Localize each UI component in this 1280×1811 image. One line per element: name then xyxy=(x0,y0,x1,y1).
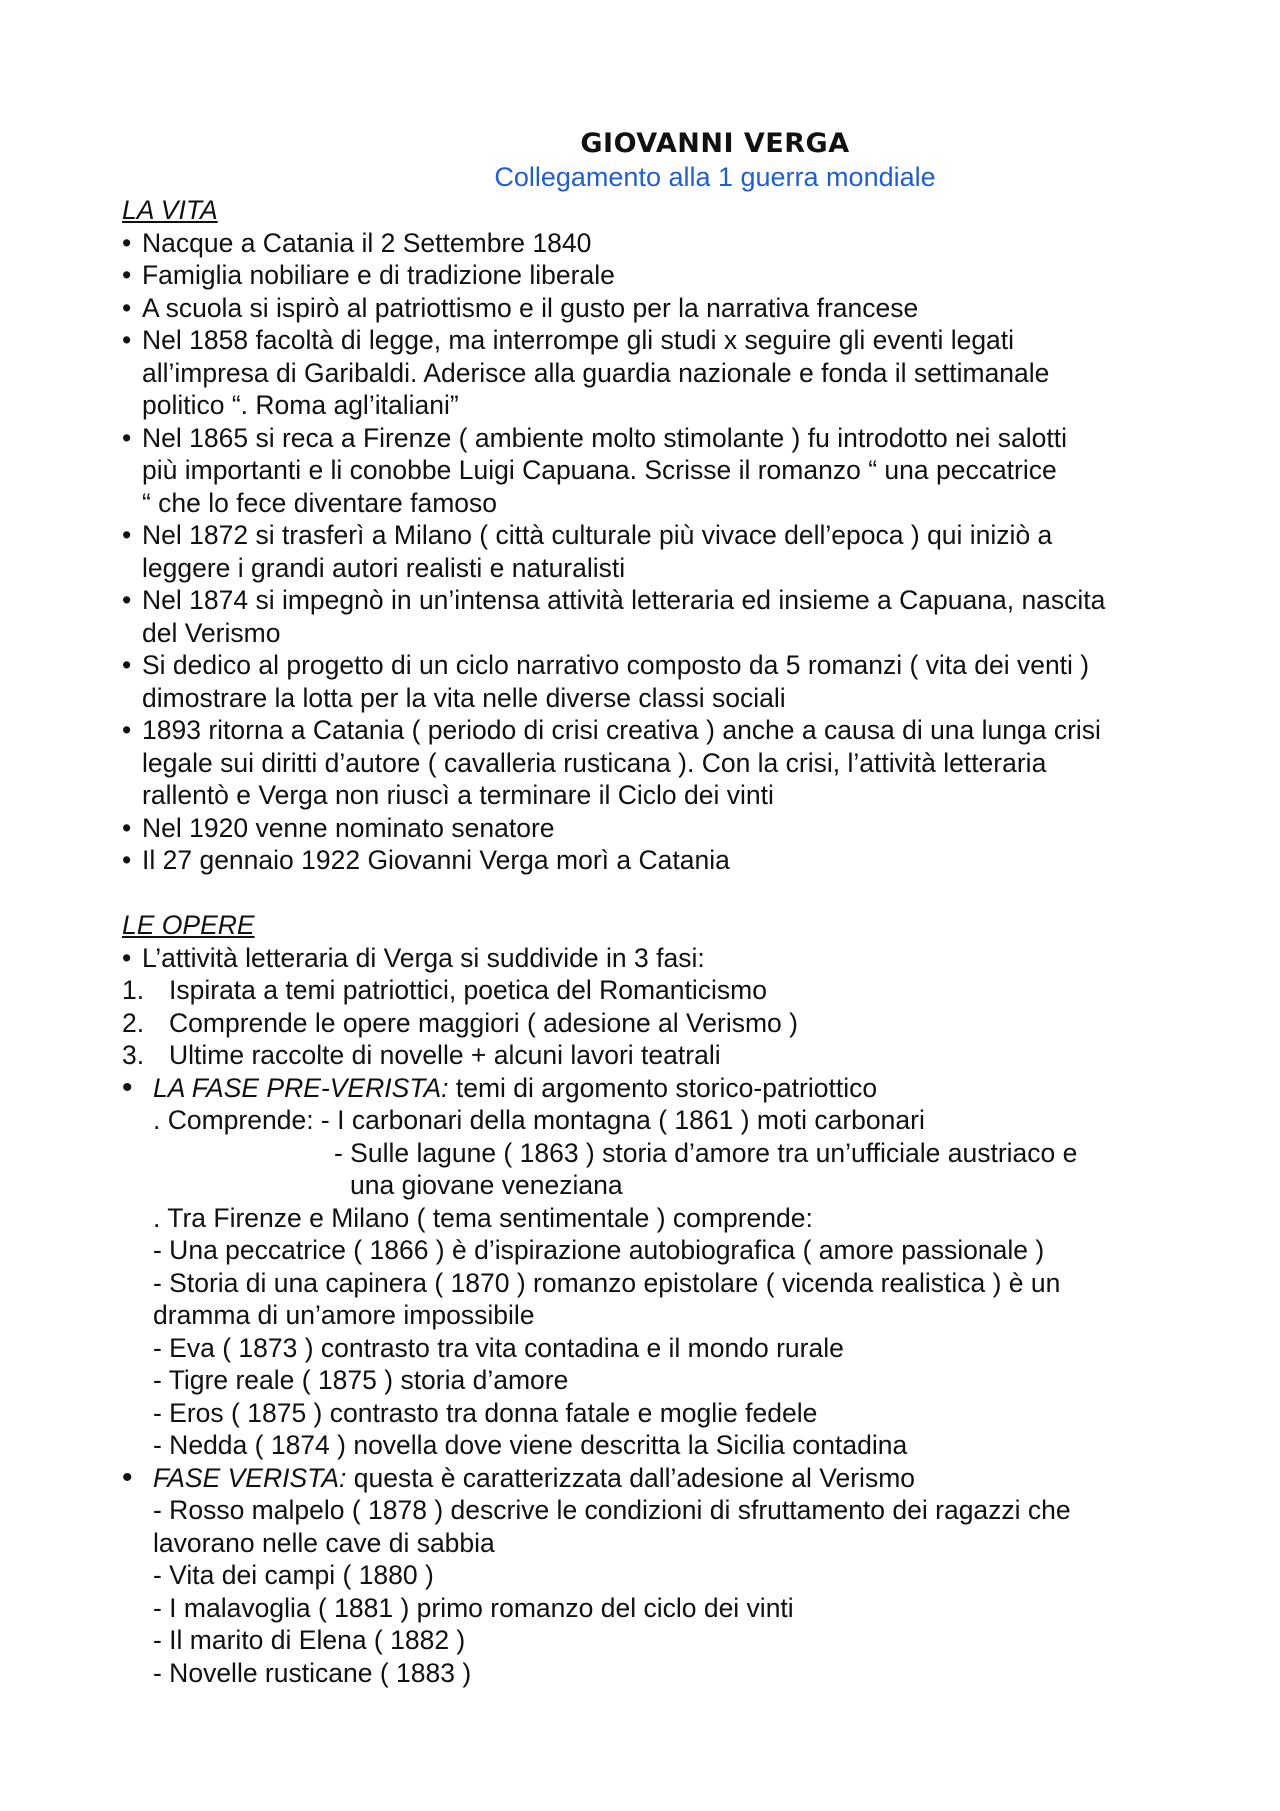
verista-label: FASE VERISTA: xyxy=(153,1462,347,1493)
phase-number: 2. xyxy=(122,1007,145,1038)
vita-list-item xyxy=(122,584,1182,649)
phase-text: Ultime raccolte di novelle + alcuni lavori teatrali xyxy=(169,1040,721,1070)
bullet-icon: • xyxy=(122,325,132,355)
vita-list-item xyxy=(122,324,1182,422)
pre-verista-line: una giovane veneziana xyxy=(350,1170,623,1200)
pre-verista-text: temi di argomento storico-patriottico xyxy=(448,1072,878,1103)
bullet-icon: • xyxy=(122,585,132,615)
vita-item-line: legale sui diritti d’autore ( cavalleria rusticana ). Con la crisi, l’attività letteraria xyxy=(142,747,1047,778)
verista-works xyxy=(122,1494,1182,1689)
work-line: dramma di un’amore impossibile xyxy=(153,1300,535,1330)
vita-list-item xyxy=(122,422,1182,520)
vita-list-item xyxy=(122,519,1182,584)
vita-list-item xyxy=(122,292,1182,325)
bullet-icon: • xyxy=(122,292,132,323)
vita-item-line: leggere i grandi autori realisti e naturalisti xyxy=(142,552,626,583)
work-line: - Tigre reale ( 1875 ) storia d’amore xyxy=(153,1365,569,1395)
pre-verista-line: - Sulle lagune ( 1863 ) storia d’amore tra un’ufficiale austriaco e xyxy=(334,1137,1078,1168)
vita-item-line: all’impresa di Garibaldi. Aderisce alla guardia nazionale e fonda il settimanale xyxy=(142,357,1050,388)
phase-item xyxy=(122,974,1182,1007)
document-body xyxy=(122,194,1182,1689)
phase-text: Ispirata a temi patriottici, poetica del Romanticismo xyxy=(169,975,767,1005)
vita-item-line: Nacque a Catania il 2 Settembre 1840 xyxy=(142,227,592,258)
work-line: - Nedda ( 1874 ) novella dove viene descritta la Sicilia contadina xyxy=(153,1430,908,1460)
section-heading-opere: LE OPERE xyxy=(122,910,255,940)
work-line: - Vita dei campi ( 1880 ) xyxy=(153,1560,434,1590)
pre-verista-label: LA FASE PRE-VERISTA: xyxy=(153,1072,449,1103)
bullet-icon: • xyxy=(122,845,132,875)
verista-text: questa è caratterizzata dall’adesione al Verismo xyxy=(346,1462,916,1493)
work-line: - I malavoglia ( 1881 ) primo romanzo del ciclo dei vinti xyxy=(153,1592,794,1623)
work-line: - Eva ( 1873 ) contrasto tra vita contadina e il mondo rurale xyxy=(153,1332,844,1363)
pre-verista-works xyxy=(122,1234,1182,1462)
bullet-icon: • xyxy=(122,260,132,290)
vita-list-item xyxy=(122,227,1182,260)
vita-item-line: A scuola si ispirò al patriottismo e il gusto per la narrativa francese xyxy=(142,292,919,323)
vita-item-line: “ che lo fece diventare famoso xyxy=(142,487,497,518)
bullet-icon: • xyxy=(122,520,132,550)
bullet-icon: • xyxy=(122,227,132,258)
vita-item-line: politico “. Roma agl’italiani” xyxy=(142,390,459,420)
bullet-icon: • xyxy=(122,1070,133,1104)
work-line: - Novelle rusticane ( 1883 ) xyxy=(153,1657,472,1688)
bullet-icon: • xyxy=(122,812,132,843)
vita-list-item xyxy=(122,714,1182,812)
work-line: - Una peccatrice ( 1866 ) è d’ispirazione autobiografica ( amore passionale ) xyxy=(153,1235,1045,1265)
vita-list-item xyxy=(122,844,1182,877)
vita-item-line: Si dedico al progetto di un ciclo narrativo composto da 5 romanzi ( vita dei venti ) xyxy=(142,650,1090,680)
bullet-icon: • xyxy=(122,942,132,973)
work-line: - Storia di una capinera ( 1870 ) romanzo epistolare ( vicenda realistica ) è un xyxy=(153,1267,1061,1298)
vita-item-line: Nel 1874 si impegnò in un’intensa attività letteraria ed insieme a Capuana, nascita xyxy=(142,585,1106,615)
work-line: - Il marito di Elena ( 1882 ) xyxy=(153,1625,466,1655)
vita-list-item xyxy=(122,649,1182,714)
section-heading-vita: LA VITA xyxy=(122,195,218,225)
work-line: - Rosso malpelo ( 1878 ) descrive le condizioni di sfruttamento dei ragazzi che xyxy=(153,1495,1071,1525)
bullet-icon: • xyxy=(122,650,132,680)
opere-intro-text: L’attività letteraria di Verga si suddivide in 3 fasi: xyxy=(142,942,705,973)
pre-verista-line: . Tra Firenze e Milano ( tema sentimentale ) comprende: xyxy=(153,1202,813,1233)
vita-item-line: Nel 1865 si reca a Firenze ( ambiente molto stimolante ) fu introdotto nei salotti xyxy=(142,422,1068,453)
vita-list-item xyxy=(122,812,1182,845)
vita-item-line: dimostrare la lotta per la vita nelle diverse classi sociali xyxy=(142,682,786,713)
opere-intro xyxy=(122,942,1182,975)
phase-item xyxy=(122,1007,1182,1040)
vita-list-item xyxy=(122,259,1182,292)
pre-verista-heading xyxy=(122,1072,1182,1105)
phase-number: 1. xyxy=(122,975,145,1005)
bullet-icon: • xyxy=(122,715,132,745)
bullet-icon: • xyxy=(122,1460,133,1494)
vita-item-line: Nel 1858 facoltà di legge, ma interrompe gli studi x seguire gli eventi legati xyxy=(142,325,1015,355)
pre-verista-line: . Comprende: - I carbonari della montagna ( 1861 ) moti carbonari xyxy=(153,1105,925,1135)
verista-heading xyxy=(122,1462,1182,1495)
spacer xyxy=(122,877,1182,910)
vita-item-line: rallentò e Verga non riuscì a terminare il Ciclo dei vinti xyxy=(142,780,774,810)
phase-number: 3. xyxy=(122,1040,145,1070)
vita-item-line: Famiglia nobiliare e di tradizione liberale xyxy=(142,260,615,290)
vita-item-line: del Verismo xyxy=(142,617,281,648)
vita-list xyxy=(122,227,1182,877)
vita-item-line: Nel 1872 si trasferì a Milano ( città culturale più vivace dell’epoca ) qui iniziò a xyxy=(142,520,1053,550)
phase-item xyxy=(122,1039,1182,1072)
vita-item-line: più importanti e li conobbe Luigi Capuana. Scrisse il romanzo “ una peccatrice xyxy=(142,455,1057,485)
phase-text: Comprende le opere maggiori ( adesione al Verismo ) xyxy=(169,1007,798,1038)
subtitle-link[interactable]: Collegamento alla 1 guerra mondiale xyxy=(494,162,936,192)
vita-item-line: Il 27 gennaio 1922 Giovanni Verga morì a Catania xyxy=(142,845,730,875)
page-title: GIOVANNI VERGA xyxy=(580,128,850,159)
work-line: lavorano nelle cave di sabbia xyxy=(153,1527,495,1558)
vita-item-line: 1893 ritorna a Catania ( periodo di crisi creativa ) anche a causa di una lunga crisi xyxy=(142,715,1101,745)
work-line: - Eros ( 1875 ) contrasto tra donna fatale e moglie fedele xyxy=(153,1397,818,1428)
vita-item-line: Nel 1920 venne nominato senatore xyxy=(142,812,555,843)
bullet-icon: • xyxy=(122,422,132,453)
